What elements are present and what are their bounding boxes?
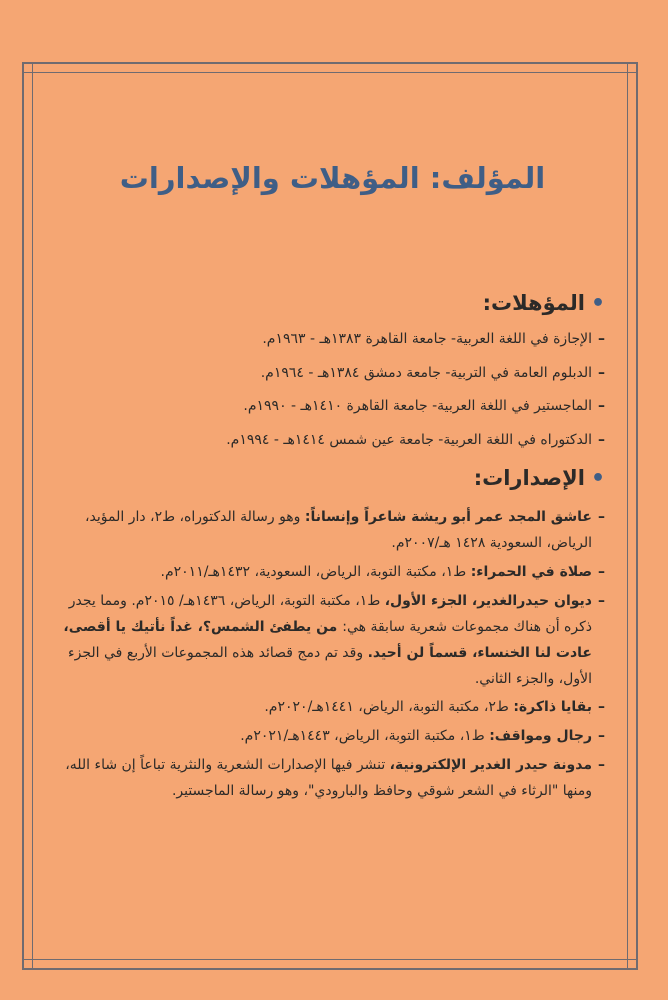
bullet-icon: •	[590, 290, 605, 316]
publications-heading	[60, 465, 605, 494]
dash-icon: –	[598, 757, 605, 774]
publications-heading-text: الإصدارات:	[473, 466, 585, 491]
corner-ornament	[22, 959, 33, 970]
dash-icon: –	[598, 364, 605, 381]
corner-ornament	[627, 959, 638, 970]
publication-title: صلاة في الحمراء:	[470, 564, 592, 581]
dash-icon: –	[598, 331, 605, 348]
publication-details: تنشر فيها الإصدارات الشعرية والنثرية تباعاً إن شاء الله، ومنها "الرثاء في الشعر شوقي وحافظ والبارودي"، وهو رسالة الماجستير.	[65, 757, 592, 800]
publication-title: بقايا ذاكرة:	[513, 699, 592, 716]
dash-icon: –	[598, 592, 605, 609]
publication-title: مدونة حيدر الغدير الإلكترونية،	[389, 757, 592, 774]
dash-icon: –	[598, 728, 605, 745]
publication-details: ط١، مكتبة التوبة، الرياض، ١٤٤٣هـ/٢٠٢١م.	[240, 728, 490, 745]
qualifications-heading-text: المؤهلات:	[482, 291, 585, 316]
publication-details: ط٢، مكتبة التوبة، الرياض، ١٤٤١هـ/٢٠٢٠م.	[264, 699, 514, 716]
list-item	[60, 364, 605, 384]
list-item-text: الدبلوم العامة في التربية- جامعة دمشق ١٣٨٤هـ - ١٩٦٤م.	[260, 364, 592, 381]
list-item	[60, 560, 605, 586]
list-item	[60, 724, 605, 750]
dash-icon: –	[598, 398, 605, 415]
publication-details: وهو رسالة الدكتوراه، ط٢، دار المؤيد، الرياض، السعودية ١٤٢٨ هـ/٢٠٠٧م.	[85, 509, 592, 552]
publication-details: ط١، مكتبة التوبة، الرياض، ١٤٣٦هـ/ ٢٠١٥م. ومما يجدر ذكره أن هناك مجموعات شعرية سابقة هي:	[68, 592, 592, 635]
publication-title: ديوان حيدرالغدير، الجزء الأول،	[384, 592, 592, 609]
publication-details: ط١، مكتبة التوبة، الرياض، السعودية، ١٤٣٢هـ/٢٠١١م.	[160, 564, 471, 581]
page-title: المؤلف: المؤهلات والإصدارات	[119, 161, 546, 195]
list-item-text: الإجازة في اللغة العربية- جامعة القاهرة ١٣٨٣هـ - ١٩٦٣م.	[262, 331, 592, 348]
list-item	[60, 330, 605, 350]
bullet-icon: •	[590, 465, 605, 491]
collection-names: من يطفئ الشمس؟، غداً نأتيك يا أقصى، عادت لنا الخنساء، قسماً لن أحيد.	[63, 618, 592, 661]
publication-note: وقد تم دمج قصائد هذه المجموعات الأربع في الجزء الأول، والجزء الثاني.	[68, 644, 592, 687]
qualifications-heading	[60, 290, 605, 319]
list-item	[60, 397, 605, 417]
list-item-text: الماجستير في اللغة العربية- جامعة القاهرة ١٤١٠هـ - ١٩٩٠م.	[243, 398, 592, 415]
dash-icon: –	[598, 432, 605, 449]
dash-icon: –	[598, 509, 605, 526]
list-item	[60, 431, 605, 451]
list-item	[60, 589, 605, 693]
list-item-text: الدكتوراه في اللغة العربية- جامعة عين شمس ١٤١٤هـ - ١٩٩٤م.	[226, 432, 592, 449]
dash-icon: –	[598, 564, 605, 581]
publications-list	[60, 505, 605, 805]
qualifications-list	[60, 330, 605, 450]
publication-title: رجال ومواقف:	[489, 728, 592, 745]
list-item	[60, 753, 605, 805]
corner-ornament	[22, 62, 33, 73]
list-item	[60, 695, 605, 721]
publication-title: عاشق المجد عمر أبو ريشة شاعراً وإنساناً:	[304, 509, 592, 526]
corner-ornament	[627, 62, 638, 73]
page-content	[60, 160, 605, 808]
dash-icon: –	[598, 699, 605, 716]
list-item	[60, 505, 605, 557]
